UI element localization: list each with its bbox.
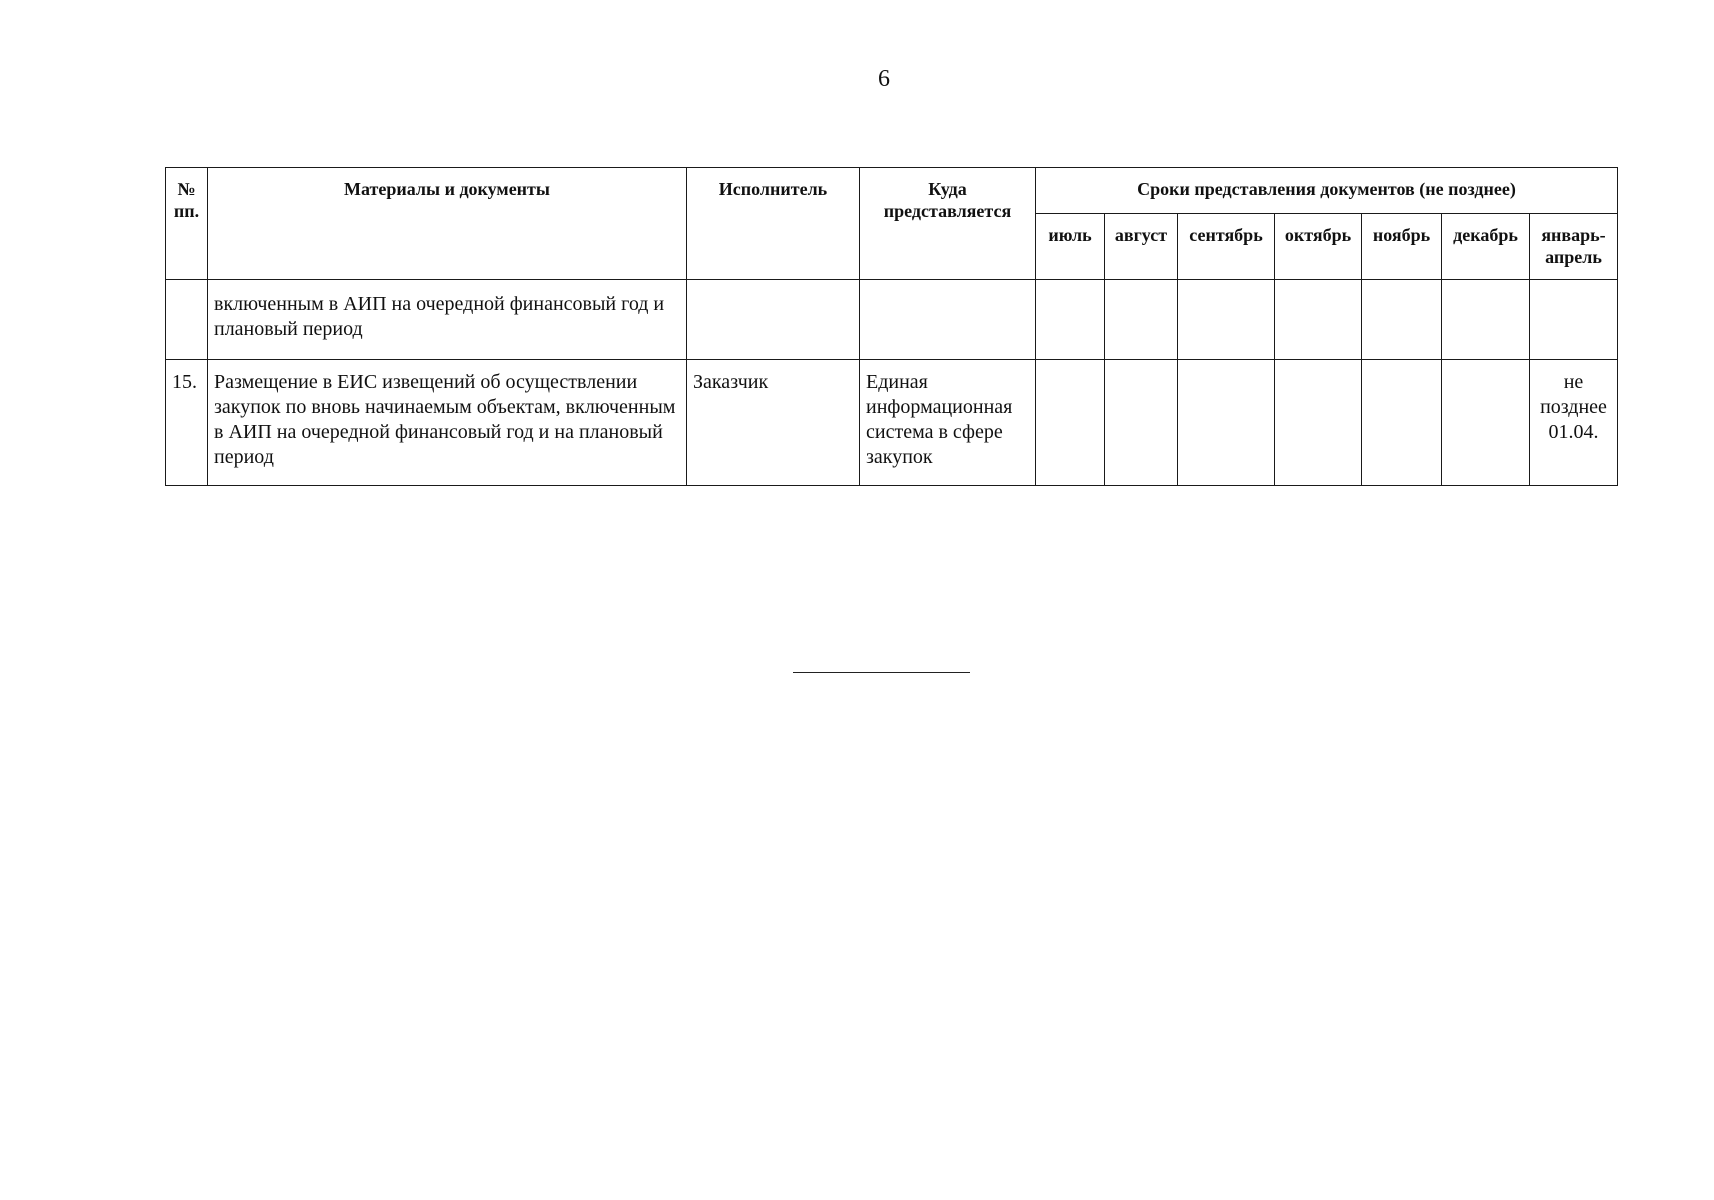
header-executor: Исполнитель [687,168,860,280]
header-month-october: октябрь [1275,214,1362,280]
header-destination: Куда представляется [860,168,1036,280]
cell-month-september [1178,280,1275,360]
header-month-september: сентябрь [1178,214,1275,280]
end-of-document-rule [793,672,970,673]
cell-materials: Размещение в ЕИС извещений об осуществлении закупок по вновь начинаемым объектам, включенным в АИП на очередной финансовый год и на плановый период [208,360,687,486]
header-month-january-april: январь-апрель [1530,214,1618,280]
table-row [166,360,1618,486]
cell-month-october [1275,280,1362,360]
cell-destination: Единая информационная система в сфере закупок [860,360,1036,486]
cell-executor: Заказчик [687,360,860,486]
cell-month-november [1362,360,1442,486]
header-deadlines-group: Сроки представления документов (не позднее) [1036,168,1618,214]
cell-month-september [1178,360,1275,486]
cell-materials: включенным в АИП на очередной финансовый год и плановый период [208,280,687,360]
cell-executor [687,280,860,360]
cell-destination [860,280,1036,360]
cell-month-december [1442,280,1530,360]
header-month-august: август [1105,214,1178,280]
cell-month-october [1275,360,1362,486]
header-month-july: июль [1036,214,1105,280]
header-month-november: ноябрь [1362,214,1442,280]
table-row [166,280,1618,360]
cell-month-december [1442,360,1530,486]
document-schedule-table [165,167,1618,486]
page-number: 6 [878,66,890,92]
table-header-row [166,168,1618,214]
header-materials: Материалы и документы [208,168,687,280]
cell-month-january-april [1530,280,1618,360]
cell-month-july [1036,280,1105,360]
cell-number [166,280,208,360]
cell-number: 15. [166,360,208,486]
header-number: № пп. [166,168,208,280]
cell-month-august [1105,280,1178,360]
cell-month-august [1105,360,1178,486]
cell-month-november [1362,280,1442,360]
cell-month-january-april: не позднее 01.04. [1530,360,1618,486]
header-month-december: декабрь [1442,214,1530,280]
cell-month-july [1036,360,1105,486]
